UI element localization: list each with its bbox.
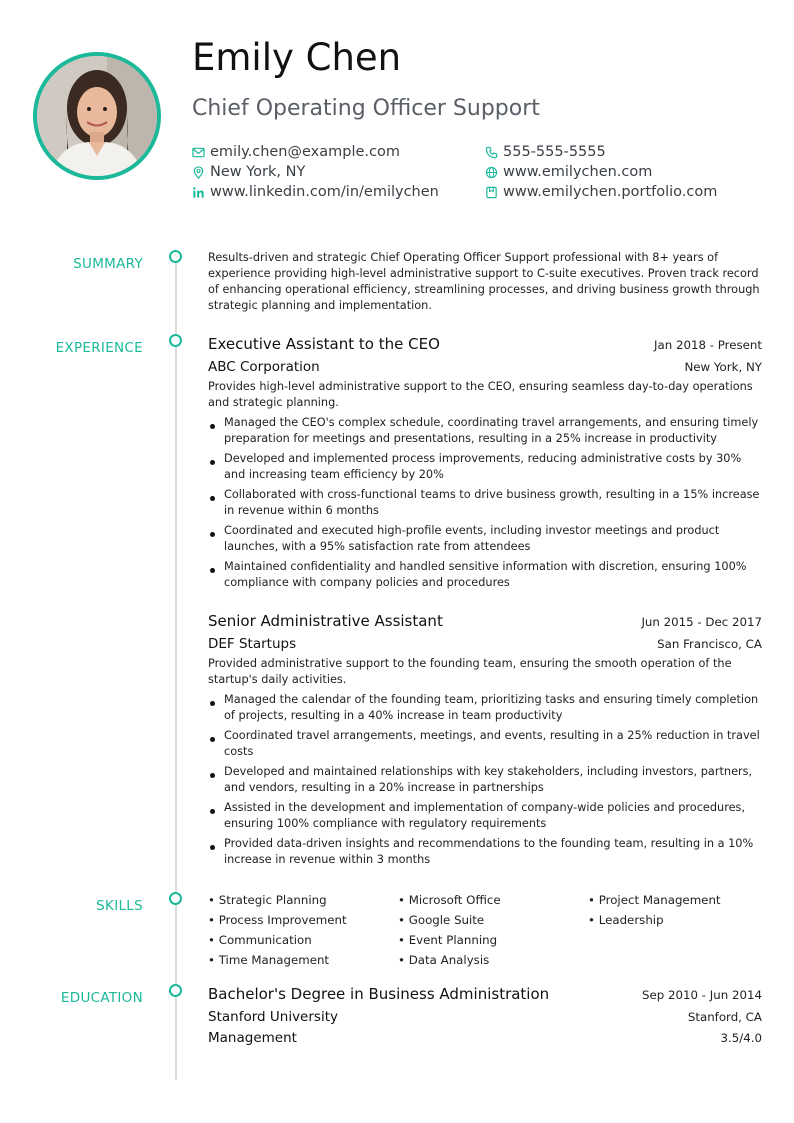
phone-icon	[485, 146, 498, 159]
contact-portfolio[interactable]	[485, 182, 717, 202]
achievement-item: Collaborated with cross-functional teams to drive business growth, resulting in a 15% increase in revenue within 6 months	[208, 487, 762, 519]
skill-item: • Data Analysis	[398, 952, 588, 968]
gpa: 3.5/4.0	[720, 1031, 762, 1045]
skill-item: • Leadership	[588, 912, 762, 928]
candidate-role: Chief Operating Officer Support	[192, 96, 540, 121]
email-icon	[192, 146, 205, 159]
contact-website[interactable]	[485, 162, 652, 182]
experience-item	[208, 335, 762, 595]
skill-item: • Event Planning	[398, 932, 588, 948]
timeline-dot-experience	[169, 334, 182, 347]
summary-text: Results-driven and strategic Chief Operating Officer Support professional with 8+ years of experience providing high-level administrative support to C-suite executives. Proven track record of enhancing operational efficiency, streamlining processes, and driving business growth through strategic planning and implementation.	[208, 251, 760, 312]
achievement-list	[208, 415, 762, 591]
school-name: Stanford University	[208, 1009, 338, 1025]
achievement-item: Provided data-driven insights and recommendations to the founding team, resulting in a 10% increase in revenue within 3 months	[208, 836, 762, 868]
school-location: Stanford, CA	[687, 1010, 762, 1024]
contact-linkedin[interactable]	[192, 182, 439, 202]
job-title: Senior Administrative Assistant	[208, 612, 443, 630]
skills-section	[208, 892, 762, 968]
section-title-education: EDUCATION	[60, 990, 143, 1006]
timeline-dot-skills	[169, 892, 182, 905]
education-dates: Sep 2010 - Jun 2014	[642, 988, 762, 1002]
job-description: Provided administrative support to the founding team, ensuring the smooth operation of the startup's daily activities.	[208, 657, 732, 686]
job-title: Executive Assistant to the CEO	[208, 335, 440, 353]
candidate-name: Emily Chen	[192, 36, 402, 79]
skill-item: • Strategic Planning	[208, 892, 398, 908]
achievement-item: Managed the CEO's complex schedule, coordinating travel arrangements, and ensuring timely preparation for meetings and presentations, resulting in a 25% increase in productivity	[208, 415, 762, 447]
section-title-skills: SKILLS	[96, 898, 143, 914]
timeline-dot-summary	[169, 250, 182, 263]
skill-item: • Google Suite	[398, 912, 588, 928]
phone-text: 555-555-5555	[503, 144, 606, 160]
portfolio-icon	[485, 186, 498, 199]
achievement-list	[208, 692, 762, 868]
achievement-item: Managed the calendar of the founding team, prioritizing tasks and ensuring timely completion of projects, resulting in a 40% increase in team productivity	[208, 692, 762, 724]
achievement-item: Developed and maintained relationships with key stakeholders, including investors, partners, and vendors, resulting in a 20% increase in partnerships	[208, 764, 762, 796]
map-pin-icon	[192, 166, 205, 179]
email-text: emily.chen@example.com	[210, 144, 400, 160]
section-title-summary: SUMMARY	[73, 256, 143, 272]
timeline-dot-education	[169, 984, 182, 997]
skill-item: • Communication	[208, 932, 398, 948]
job-location: New York, NY	[684, 360, 762, 374]
section-title-experience: EXPERIENCE	[55, 340, 143, 356]
summary-section	[208, 250, 762, 314]
education-item	[208, 985, 762, 1046]
skill-item: • Project Management	[588, 892, 762, 908]
achievement-item: Coordinated and executed high-profile events, including investor meetings and product launches, with a 95% satisfaction rate from attendees	[208, 523, 762, 555]
experience-item	[208, 612, 762, 872]
skill-item: • Process Improvement	[208, 912, 398, 928]
job-dates: Jan 2018 - Present	[654, 338, 762, 352]
achievement-item: Developed and implemented process improvements, reducing administrative costs by 30% and increasing team efficiency by 20%	[208, 451, 762, 483]
company-name: DEF Startups	[208, 636, 297, 652]
contact-email[interactable]	[192, 142, 400, 162]
job-dates: Jun 2015 - Dec 2017	[641, 615, 762, 629]
achievement-item: Assisted in the development and implementation of company-wide policies and procedures, ensuring 100% compliance with regulatory requirements	[208, 800, 762, 832]
profile-photo	[33, 52, 161, 180]
degree-title: Bachelor's Degree in Business Administration	[208, 985, 550, 1003]
field-of-study: Management	[208, 1030, 297, 1046]
achievement-item: Coordinated travel arrangements, meetings, and events, resulting in a 25% reduction in travel costs	[208, 728, 762, 760]
location-text: New York, NY	[210, 164, 306, 180]
timeline-line	[175, 258, 177, 1080]
skill-item: • Time Management	[208, 952, 398, 968]
job-location: San Francisco, CA	[657, 637, 762, 651]
portfolio-text: www.emilychen.portfolio.com	[503, 184, 718, 200]
globe-icon	[485, 166, 498, 179]
website-text: www.emilychen.com	[503, 164, 653, 180]
achievement-item: Maintained confidentiality and handled sensitive information with discretion, ensuring 100% compliance with company policies and procedures	[208, 559, 762, 591]
contact-phone[interactable]	[485, 142, 606, 162]
person-portrait-icon	[37, 56, 157, 176]
skills-grid	[208, 892, 762, 968]
contact-location	[192, 162, 305, 182]
linkedin-text: www.linkedin.com/in/emilychen	[210, 184, 439, 200]
company-name: ABC Corporation	[208, 359, 320, 375]
linkedin-icon	[192, 186, 205, 199]
skill-item: • Microsoft Office	[398, 892, 588, 908]
job-description: Provides high-level administrative support to the CEO, ensuring seamless day-to-day operations and strategic planning.	[208, 380, 753, 409]
